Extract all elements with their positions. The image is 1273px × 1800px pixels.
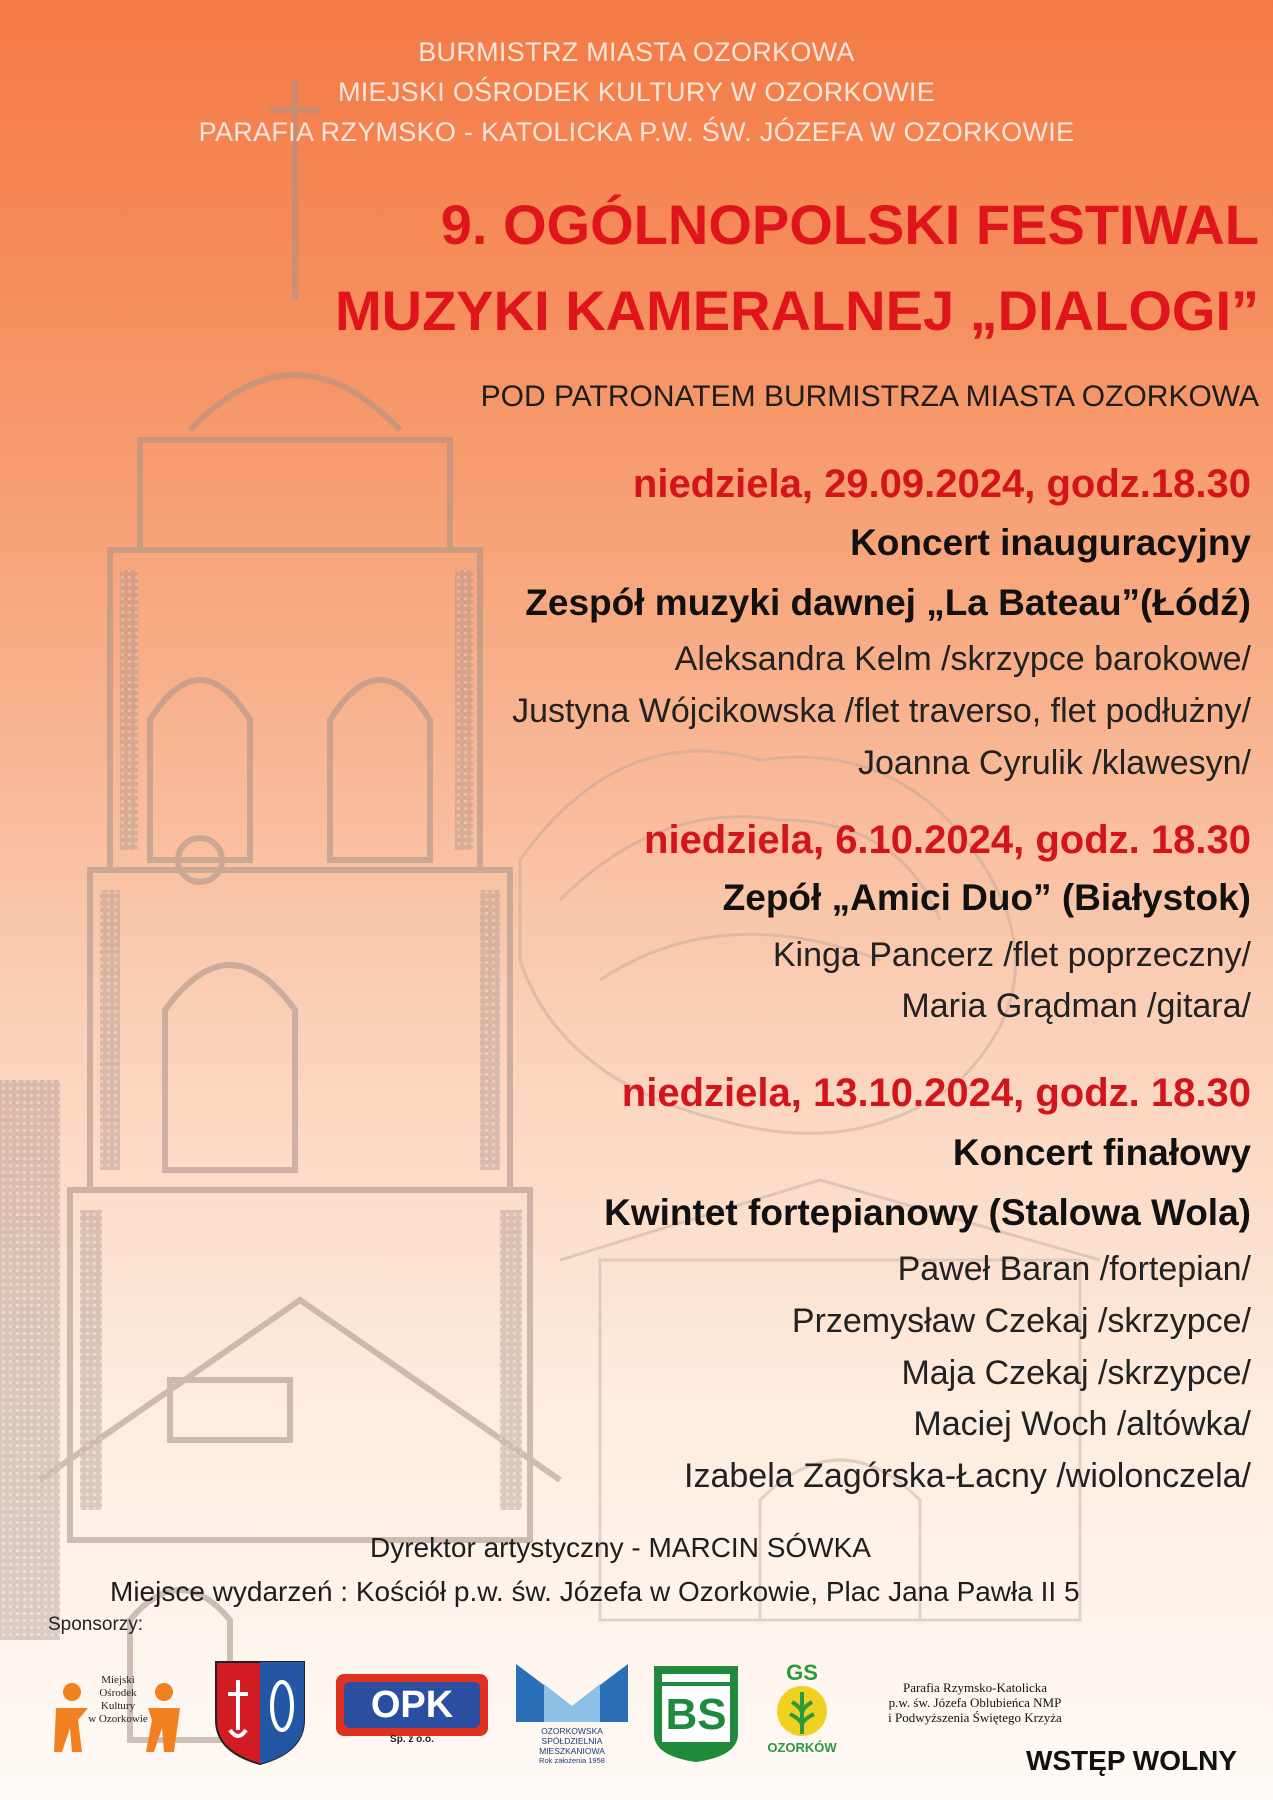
organizer-line-1: BURMISTRZ MIASTA OZORKOWA [418, 37, 855, 67]
concert-3-performer: Izabela Zagórska-Łacny /wiolonczela/ [684, 1457, 1251, 1495]
concert-1-performer: Justyna Wójcikowska /flet traverso, flet podłużny/ [512, 692, 1251, 730]
bs-logo-text: BS [665, 1690, 727, 1739]
concert-2-performer: Maria Grądman /gitara/ [901, 987, 1251, 1025]
concert-2-performer: Kinga Pancerz /flet poprzeczny/ [772, 936, 1251, 974]
organizer-line-3: PARAFIA RZYMSKO - KATOLICKA P.W. ŚW. JÓZEFA W OZORKOWIE [198, 117, 1075, 147]
osm-logo-text: Rok założenia 1958 [539, 1756, 605, 1765]
mok-logo-text: Kultury [100, 1700, 136, 1712]
mok-logo [52, 1668, 182, 1758]
osm-logo-text: SPÓŁDZIELNIA [541, 1736, 603, 1746]
concert-2-ensemble: Zepół „Amici Duo” (Białystok) [722, 877, 1251, 918]
concert-1-subtitle: Koncert inauguracyjny [850, 522, 1251, 563]
organizer-line-2: MIEJSKI OŚRODEK KULTURY W OZORKOWIE [337, 77, 936, 107]
festival-title-line-2: MUZYKI KAMERALNEJ „DIALOGI” [335, 279, 1259, 342]
gs-logo-subtext: OZORKÓW [767, 1740, 837, 1755]
opk-logo-subtext: Sp. z o.o. [390, 1734, 434, 1745]
concert-1-ensemble: Zespół muzyki dawnej „La Bateau”(Łódź) [525, 582, 1251, 623]
bs-bank-logo [652, 1664, 740, 1764]
parish-sponsor-line: Parafia Rzymsko-Katolicka [902, 1680, 1048, 1695]
ozorkow-coat-of-arms-icon [214, 1660, 306, 1771]
osm-logo-text: OZORKOWSKA [541, 1726, 603, 1736]
free-entry-label: WSTĘP WOLNY [1025, 1745, 1237, 1776]
concert-1-performer: Aleksandra Kelm /skrzypce barokowe/ [674, 640, 1251, 678]
opk-logo [334, 1672, 490, 1748]
sponsors-label: Sponsorzy: [48, 1614, 144, 1635]
opk-logo-text: OPK [370, 1684, 454, 1726]
concert-3-date: niedziela, 13.10.2024, godz. 18.30 [621, 1071, 1251, 1115]
artistic-director: Dyrektor artystyczny - MARCIN SÓWKA [370, 1532, 871, 1563]
festival-title-line-1: 9. OGÓLNOPOLSKI FESTIWAL [440, 193, 1259, 256]
concert-3-subtitle: Koncert finałowy [952, 1132, 1251, 1173]
parish-sponsor [870, 1680, 1080, 1725]
mok-logo-text: Miejski [101, 1674, 135, 1686]
concert-1-performer: Joanna Cyrulik /klawesyn/ [857, 744, 1251, 782]
parish-sponsor-line: i Podwyższenia Świętego Krzyża [888, 1710, 1062, 1725]
osm-logo [514, 1662, 630, 1770]
concert-2-date: niedziela, 6.10.2024, godz. 18.30 [644, 818, 1251, 862]
mok-logo-text: Ośrodek [99, 1687, 137, 1699]
gs-ozorkow-logo [760, 1660, 844, 1764]
concert-1-date: niedziela, 29.09.2024, godz.18.30 [632, 462, 1251, 506]
mok-logo-text: w Ozorkowie [88, 1713, 148, 1725]
venue-address: Miejsce wydarzeń : Kościół p.w. św. Józefa w Ozorkowie, Plac Jana Pawła II 5 [110, 1576, 1080, 1607]
concert-3-performer: Paweł Baran /fortepian/ [897, 1250, 1251, 1288]
concert-3-ensemble: Kwintet fortepianowy (Stalowa Wola) [604, 1192, 1251, 1233]
concert-3-performer: Przemysław Czekaj /skrzypce/ [791, 1302, 1251, 1340]
parish-sponsor-line: p.w. św. Józefa Oblubieńca NMP [888, 1695, 1062, 1710]
concert-3-performer: Maja Czekaj /skrzypce/ [901, 1354, 1251, 1392]
gs-logo-text: GS [786, 1660, 818, 1685]
concert-3-performer: Maciej Woch /altówka/ [913, 1405, 1251, 1443]
patronage-text: POD PATRONATEM BURMISTRZA MIASTA OZORKOWA [480, 380, 1259, 413]
osm-logo-text: MIESZKANIOWA [539, 1746, 605, 1756]
